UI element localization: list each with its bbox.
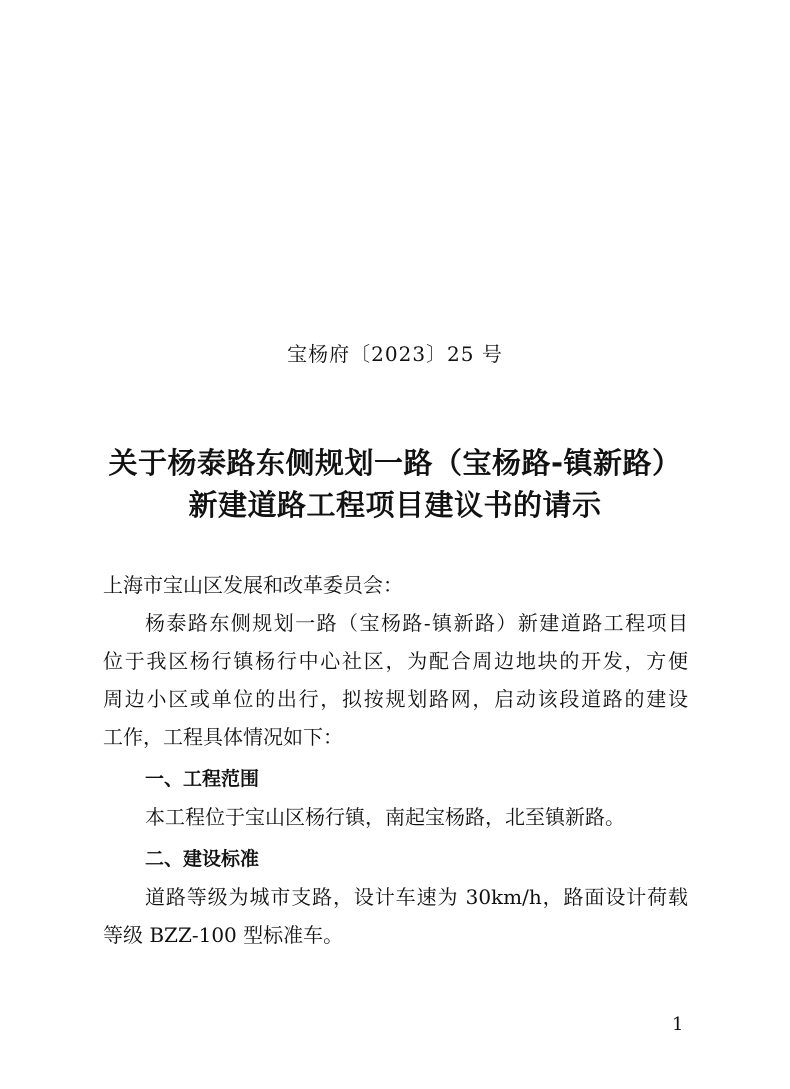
section-2-heading: 二、建设标准: [145, 848, 260, 870]
title-line-1: 关于杨泰路东侧规划一路（宝杨路-镇新路）: [108, 446, 682, 480]
intro-line-3: 周边小区或单位的出行，拟按规划路网，启动该段道路的建设: [103, 687, 688, 711]
page-number: 1: [672, 1014, 684, 1035]
document-title: [0, 442, 790, 526]
section-2-line-1: 道路等级为城市支路，设计车速为 30km/h，路面设计荷载: [145, 885, 688, 909]
document-number: 宝杨府〔2023〕25 号: [287, 342, 503, 366]
title-line-2: 新建道路工程项目建议书的请示: [188, 488, 602, 522]
recipient: 上海市宝山区发展和改革委员会：: [103, 573, 403, 597]
section-2-line-2: 等级 BZZ-100 型标准车。: [103, 923, 344, 947]
intro-line-4: 工作，工程具体情况如下：: [103, 725, 343, 749]
section-1-line-1: 本工程位于宝山区杨行镇，南起宝杨路，北至镇新路。: [145, 805, 625, 829]
intro-line-2: 位于我区杨行镇杨行中心社区，为配合周边地块的开发，方便: [103, 649, 688, 673]
document-body: [103, 566, 688, 954]
section-1-heading: 一、工程范围: [145, 768, 260, 790]
intro-line-1: 杨泰路东侧规划一路（宝杨路-镇新路）新建道路工程项目: [145, 611, 688, 635]
